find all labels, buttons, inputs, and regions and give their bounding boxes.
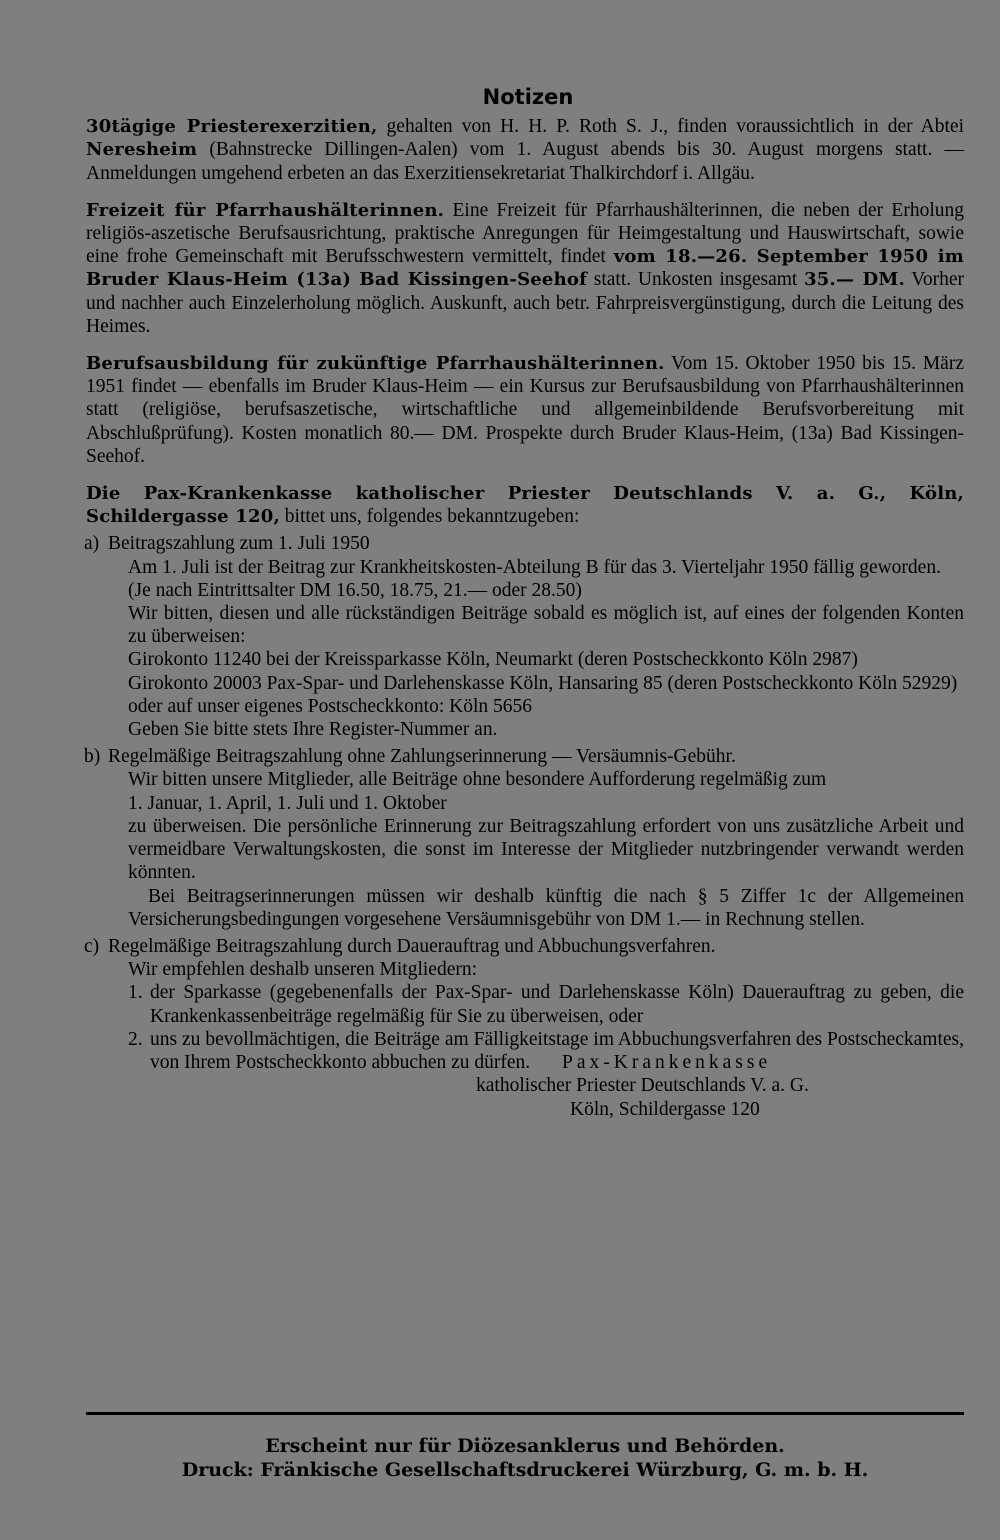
signature-block: Pax-Krankenkasse katholischer Priester Deutschlands V. a. G. Köln, Schildergasse 120 [476, 1052, 809, 1120]
section-label: c) [84, 935, 100, 957]
section-a: a) Beitragszahlung zum 1. Juli 1950 Am 1. Juli ist der Beitrag zur Krankheitskosten-Abteilung B für das 3. Vierteljahr 1950 fällig geworden. (Je nach Eintrittsalter DM 16.50, 18.75, 21.— oder 28.50) Wir bitten, diesen und alle rückständigen Beiträge sobald es möglich ist, auf eines der folgenden Konten zu überweisen: Girokonto 11240 bei der Kreissparkasse Köln, Neumarkt (deren Postscheckkonto Köln 2987) Girokonto 20003 Pax-Spar- und Darlehenskasse Köln, Hansaring 85 (deren Postscheckkonto Köln 52929) oder auf unser eigenes Postscheckkonto: Köln 5656 Geben Sie bitte stets Ihre Register-Nummer an. [84, 533, 964, 741]
due-dates: 1. Januar, 1. April, 1. Juli und 1. Oktober [128, 792, 447, 814]
footer-line: Erscheint nur für Diözesanklerus und Behörden. [265, 1435, 785, 1457]
divider [86, 1412, 964, 1415]
section-b: b) Regelmäßige Beitragszahlung ohne Zahlungserinnerung — Versäumnis-Gebühr. Wir bitten unsere Mitglieder, alle Beiträge ohne besondere Aufforderung regelmäßig zum 1. Januar, 1. April, 1. Juli und 1. Oktober zu überweisen. Die persönliche Erinnerung zur Beitragszahlung erfordert von uns zusätzliche Arbeit und vermeidbare Verwaltungskosten, die sonst im Interesse der Mitglieder nutzbringender verwandt werden könnten. Bei Beitragserinnerungen müssen wir deshalb künftig die nach § 5 Ziffer 1c der Allgemeinen Versicherungsbedingungen vorgesehene Versäumnisgebühr von DM 1.— in Rechnung stellen. [84, 746, 964, 930]
section-label: a) [84, 533, 100, 555]
notice-vocational-training: Berufsausbildung für zukünftige Pfarrhaushälterinnen. Vom 15. Oktober 1950 bis 15. März 1951 findet — ebenfalls im Bruder Klaus-Heim — ein Kursus zur Berufsausbildung von Pfarrhaushälterinnen statt (religiöse, berufsaszetische, wirtschaftliche und allgemeinbildende Berufsvorbereitung mit Abschlußprüfung). Kosten monatlich 80.— DM. Prospekte durch Bruder Klaus-Heim, (13a) Bad Kissingen-Seehof. [86, 353, 964, 467]
footer-line: Druck: Fränkische Gesellschaftsdruckerei Würzburg, G. m. b. H. [181, 1459, 869, 1481]
notice-lead: Berufsausbildung für zukünftige Pfarrhaushälterinnen. [86, 353, 665, 375]
section-heading: Regelmäßige Beitragszahlung durch Dauerauftrag und Abbuchungsverfahren. [108, 935, 716, 957]
list-item: 2. uns zu bevollmächtigen, die Beiträge am Fälligkeitstage im Abbuchungsverfahren des Postscheckamtes, von Ihrem Postscheckkonto abbuchen zu dürfen. [128, 1028, 964, 1073]
notice-lead: 30tägige Priesterexerzitien, [86, 116, 378, 138]
notice-housekeeper-retreat: Freizeit für Pfarrhaushälterinnen. Eine Freizeit für Pfarrhaushälterinnen, die neben der Erholung religiös-aszetische Berufsausrichtung, praktische Anregungen für Heimgestaltung und Hauswirtschaft, sowie eine frohe Gemeinschaft mit Berufsschwestern vermittelt, findet vom 18.—26. September 1950 im Bruder Klaus-Heim (13a) Bad Kissingen-Seehof statt. Unkosten insgesamt 35.— DM. Vorher und nachher auch Einzelerholung möglich. Auskunft, auch betr. Fahrpreisvergünstigung, durch die Leitung des Heimes. [86, 199, 964, 337]
list-item: 1. der Sparkasse (gegebenenfalls der Pax-Spar- und Darlehenskasse Köln) Dauerauftrag zu geben, die Krankenkassenbeiträge regelmäßig für Sie zu überweisen, oder [128, 982, 964, 1027]
notice-lead: Freizeit für Pfarrhaushälterinnen. [86, 199, 445, 221]
bank-account: Girokonto 20003 Pax-Spar- und Darlehenskasse Köln, Hansaring 85 (deren Postscheckkonto Köln 52929) [128, 672, 958, 694]
section-c: c) Regelmäßige Beitragszahlung durch Dauerauftrag und Abbuchungsverfahren. Wir empfehlen deshalb unseren Mitgliedern: 1. der Sparkasse (gegebenenfalls der Pax-Spar- und Darlehenskasse Köln) Dauerauftrag zu geben, die Krankenkassenbeiträge regelmäßig für Sie zu überweisen, oder 2. uns zu bevollmächtigen, die Beiträge am Fälligkeitstage im Abbuchungsverfahren des Postscheckamtes, von Ihrem Postscheckkonto abbuchen zu dürfen. [84, 935, 964, 1073]
footer [86, 1434, 964, 1482]
section-heading: Beitragszahlung zum 1. Juli 1950 [108, 533, 370, 555]
bank-account: Girokonto 11240 bei der Kreissparkasse Köln, Neumarkt (deren Postscheckkonto Köln 2987) [128, 649, 858, 671]
section-heading: Regelmäßige Beitragszahlung ohne Zahlungserinnerung — Versäumnis-Gebühr. [108, 746, 736, 768]
notice-pax-insurance: Die Pax-Krankenkasse katholischer Priester Deutschlands V. a. G., Köln, Schildergasse 120, bittet uns, folgendes bekanntzugeben: [86, 483, 964, 528]
notice-lead: Die Pax-Krankenkasse katholischer Priester Deutschlands V. a. G., Köln, Schildergasse 120, [86, 483, 964, 528]
notice-priest-retreat: 30tägige Priesterexerzitien, gehalten von H. H. P. Roth S. J., finden voraussichtlich in der Abtei Neresheim (Bahnstrecke Dillingen-Aalen) vom 1. August abends bis 30. August morgens statt. — Anmeldungen umgehend erbeten an das Exerzitiensekretariat Thalkirchdorf i. Allgäu. [86, 116, 964, 184]
page-title: Notizen [482, 85, 574, 109]
place-name: Neresheim [86, 139, 198, 161]
section-label: b) [84, 746, 101, 768]
